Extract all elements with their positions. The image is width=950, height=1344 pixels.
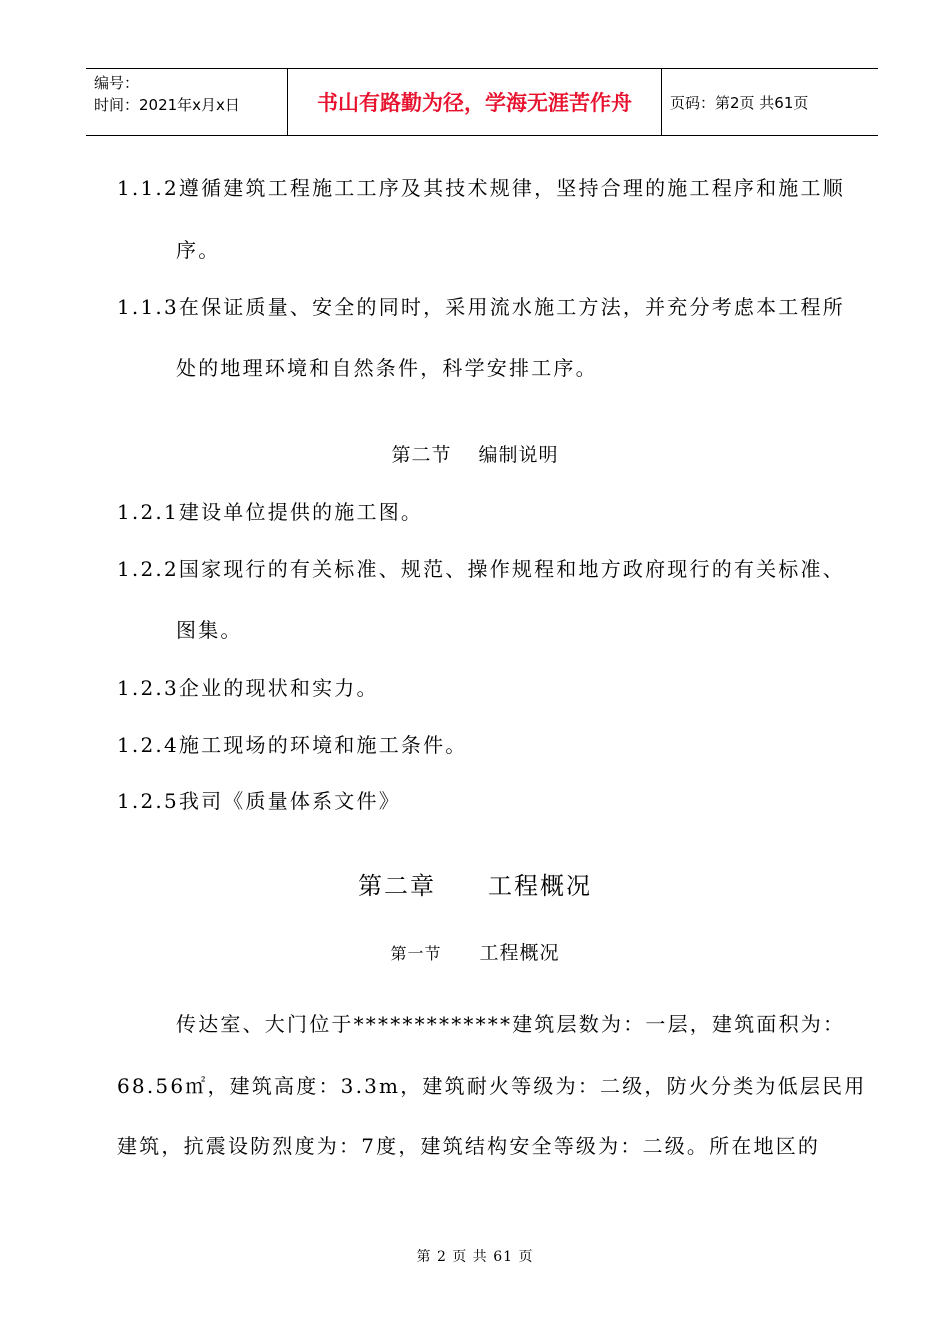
header-motto-cell	[288, 69, 662, 135]
section-1-title	[0, 938, 950, 965]
section-2-title: 第二节 编制说明	[391, 444, 559, 466]
page-footer: 第 2 页 共 61 页	[416, 1249, 534, 1265]
page-header	[86, 68, 878, 136]
header-page-cell	[662, 69, 878, 135]
item-1-2-4: 1.2.4施工现场的环境和施工条件。	[117, 733, 468, 757]
item-1-2-5: 1.2.5我司《质量体系文件》	[117, 789, 401, 813]
overview-line-1: 传达室、大门位于*************建筑层数为：一层，建筑面积为：	[176, 1012, 846, 1036]
item-1-2-3: 1.2.3企业的现状和实力。	[117, 676, 379, 700]
chapter-2-title: 第二章 工程概况	[358, 872, 592, 900]
header-meta-cell	[86, 69, 288, 135]
paragraph-1-1-2-line-1: 1.1.2遵循建筑工程施工工序及其技术规律，坚持合理的施工程序和施工顺	[117, 176, 845, 200]
overview-line-2: 68.56㎡，建筑高度：3.3m，建筑耐火等级为：二级，防火分类为低层民用	[117, 1074, 867, 1098]
document-number-label: 编号：	[94, 74, 140, 92]
item-1-2-2-line-2: 图集。	[176, 618, 243, 642]
section-1-prefix: 第一节	[390, 944, 442, 963]
overview-line-3: 建筑，抗震设防烈度为：7度，建筑结构安全等级为：二级。所在地区的	[117, 1134, 821, 1158]
paragraph-1-1-2-line-2: 序。	[176, 238, 221, 262]
item-1-2-1: 1.2.1建设单位提供的施工图。	[117, 500, 424, 524]
document-time-label: 时间：2021年x月x日	[94, 96, 240, 114]
paragraph-1-1-3-line-1: 1.1.3在保证质量、安全的同时，采用流水施工方法，并充分考虑本工程所	[117, 295, 845, 319]
item-1-2-2-line-1: 1.2.2国家现行的有关标准、规范、操作规程和地方政府现行的有关标准、	[117, 557, 845, 581]
paragraph-1-1-3-line-2: 处的地理环境和自然条件，科学安排工序。	[176, 356, 598, 380]
section-1-name: 工程概况	[479, 942, 560, 964]
header-page-info: 页码：第2页 共61页	[670, 93, 809, 112]
header-motto: 书山有路勤为径，学海无涯苦作舟	[317, 91, 632, 115]
